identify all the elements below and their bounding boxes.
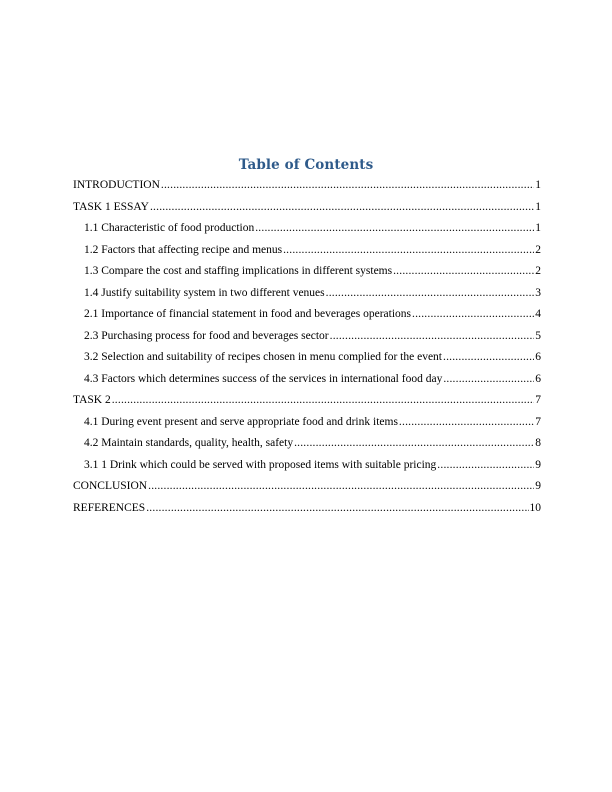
toc-dot-leader <box>148 479 534 493</box>
toc-page-number: 1 <box>535 200 541 213</box>
toc-entry-text: 2.1 Importance of financial statement in food and beverages operations <box>84 308 411 320</box>
toc-entry[interactable] <box>73 501 541 523</box>
toc-entry-text: CONCLUSION <box>73 480 148 492</box>
toc-entry[interactable] <box>73 458 541 480</box>
toc-page-number: 1 <box>535 222 541 234</box>
toc-page-number: 10 <box>529 501 541 514</box>
toc-entry[interactable] <box>73 393 541 415</box>
toc-entry-text: 2.3 Purchasing process for food and beverages sector <box>84 329 329 342</box>
toc-page-number: 9 <box>535 458 541 471</box>
toc-dot-leader <box>161 178 534 192</box>
toc-entry[interactable] <box>73 415 541 437</box>
toc-entry[interactable] <box>73 436 541 458</box>
toc-dot-leader <box>146 501 528 515</box>
toc-entry-text: 1.1 Characteristic of food production <box>84 222 255 234</box>
toc-page-number: 6 <box>535 351 541 363</box>
toc-list <box>73 178 541 522</box>
toc-dot-leader <box>112 393 535 407</box>
toc-entry[interactable] <box>73 307 541 329</box>
toc-entry-text: 3.2 Selection and suitability of recipes chosen in menu complied for the event <box>84 351 442 363</box>
toc-dot-leader <box>255 221 534 235</box>
toc-entry-text: 1.3 Compare the cost and staffing implications in different systems <box>84 265 393 277</box>
toc-entry[interactable] <box>73 350 541 372</box>
toc-page-number: 9 <box>535 480 541 492</box>
toc-title: Table of Contents <box>238 157 374 173</box>
toc-page-number: 2 <box>535 265 541 277</box>
toc-dot-leader <box>150 200 534 214</box>
toc-entry[interactable] <box>73 286 541 308</box>
toc-entry-text: TASK 1 ESSAY <box>73 200 149 213</box>
toc-entry-text: 4.3 Factors which determines success of the services in international food day <box>84 372 443 385</box>
toc-entry[interactable] <box>73 264 541 286</box>
toc-page-number: 7 <box>535 394 541 406</box>
toc-dot-leader <box>437 458 534 472</box>
toc-dot-leader <box>443 350 534 364</box>
toc-entry[interactable] <box>73 200 541 222</box>
toc-entry-text: 4.1 During event present and serve appropriate food and drink items <box>84 415 398 428</box>
toc-dot-leader <box>326 286 535 300</box>
toc-entry-text: INTRODUCTION <box>73 179 160 191</box>
toc-entry-text: TASK 2 <box>73 394 111 406</box>
toc-entry-text: 3.1 1 Drink which could be served with proposed items with suitable pricing <box>84 458 437 471</box>
toc-entry[interactable] <box>73 479 541 501</box>
toc-entry[interactable] <box>73 243 541 265</box>
toc-entry[interactable] <box>73 221 541 243</box>
toc-dot-leader <box>399 415 534 429</box>
toc-entry[interactable] <box>73 178 541 200</box>
toc-page-number: 5 <box>535 329 541 342</box>
toc-entry-text: 1.4 Justify suitability system in two different venues <box>84 286 325 299</box>
toc-dot-leader <box>412 307 534 321</box>
toc-dot-leader <box>443 372 534 386</box>
toc-page-number: 8 <box>535 437 541 449</box>
toc-dot-leader <box>393 264 534 278</box>
toc-page-number: 2 <box>535 243 541 256</box>
toc-page-number: 4 <box>535 308 541 320</box>
toc-dot-leader <box>330 329 535 343</box>
toc-page-number: 1 <box>535 179 541 191</box>
toc-dot-leader <box>283 243 534 257</box>
toc-entry[interactable] <box>73 329 541 351</box>
toc-dot-leader <box>294 436 534 450</box>
toc-page-number: 7 <box>535 415 541 428</box>
toc-entry-text: 1.2 Factors that affecting recipe and menus <box>84 243 283 256</box>
toc-page-number: 3 <box>535 286 541 299</box>
toc-page-number: 6 <box>535 372 541 385</box>
toc-entry[interactable] <box>73 372 541 394</box>
toc-entry-text: REFERENCES <box>73 501 146 514</box>
toc-entry-text: 4.2 Maintain standards, quality, health, safety <box>84 437 294 449</box>
